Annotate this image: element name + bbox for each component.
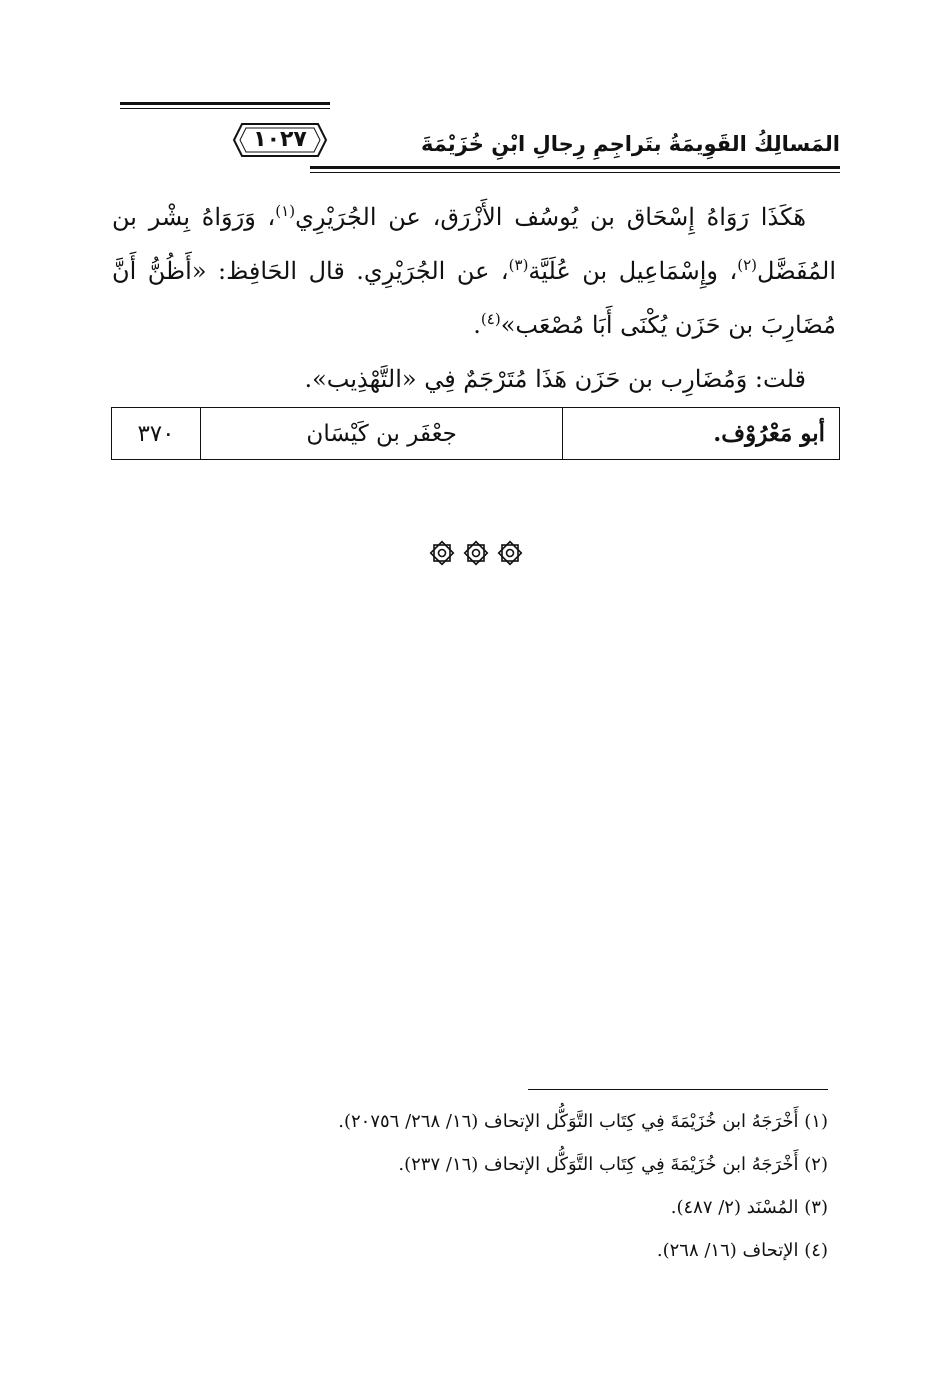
page-number: ١٠٢٧ — [253, 127, 307, 152]
paragraph — [112, 190, 836, 352]
header-rule — [310, 166, 840, 169]
text-span: ، وَرَوَاهُ بِشْر بن المُفَضَّل — [112, 203, 836, 285]
text-span: ، وإِسْمَاعِيل بن عُلَيَّة — [528, 257, 738, 285]
footnote-3: (٣) المُسْنَد (٢/ ٤٨٧). — [670, 1197, 828, 1218]
page-number-badge — [230, 120, 330, 160]
footnote-1: (١) أَخْرَجَهُ ابن خُزَيْمَةَ فِي كِتَاب التَّوَكُّل الإتحاف (١٦/ ٢٦٨/ ٢٠٧٥٦). — [338, 1111, 828, 1132]
narrator-table — [111, 407, 840, 460]
narrator-name-cell: أبو مَعْرُوْف. — [563, 408, 840, 460]
text-span: ، عن الجُرَيْرِي. قال الحَافِظ: «أَظُنُّ أَنَّ مُضَارِبَ بن حَزَن يُكْنَى أَبَا مُصْعَب» — [112, 257, 836, 339]
header-rule — [120, 102, 330, 105]
footnote-divider — [528, 1089, 828, 1090]
footnotes — [128, 1100, 828, 1272]
text-span: هَكَذَا رَوَاهُ إِسْحَاق بن يُوسُف الأَزْرَق، عن الجُرَيْرِي — [295, 203, 806, 231]
header-rule — [310, 172, 840, 173]
footnote-2: (٢) أَخْرَجَهُ ابن خُزَيْمَةَ فِي كِتَاب التَّوَكُّل الإتحاف (١٦/ ٢٣٧). — [398, 1154, 828, 1175]
footnote-ref[interactable]: (٤) — [480, 310, 501, 328]
footnote-4: (٤) الإتحاف (١٦/ ٢٦٨). — [656, 1240, 828, 1261]
page-header — [110, 96, 840, 180]
table-row — [112, 408, 840, 460]
running-title: المَسالِكُ القَوِيمَةُ بتَراجِمِ رِجالِ ابْنِ خُزَيْمَةَ — [420, 132, 840, 156]
text-span: . — [473, 311, 481, 339]
ornament-separator-icon — [426, 540, 526, 566]
footnote-ref[interactable]: (١) — [275, 202, 296, 220]
narrator-teacher-cell: جعْفَر بن كَيْسَان — [200, 408, 562, 460]
main-text — [112, 190, 836, 406]
footnote-ref[interactable]: (٢) — [737, 256, 758, 274]
footnote-ref[interactable]: (٣) — [508, 256, 529, 274]
header-rule — [120, 108, 330, 109]
paragraph: قلت: وَمُضَارِب بن حَزَن هَذَا مُتَرْجَمٌ فِي «التَّهْذِيب». — [304, 365, 806, 393]
narrator-number-cell: ٣٧٠ — [112, 408, 201, 460]
